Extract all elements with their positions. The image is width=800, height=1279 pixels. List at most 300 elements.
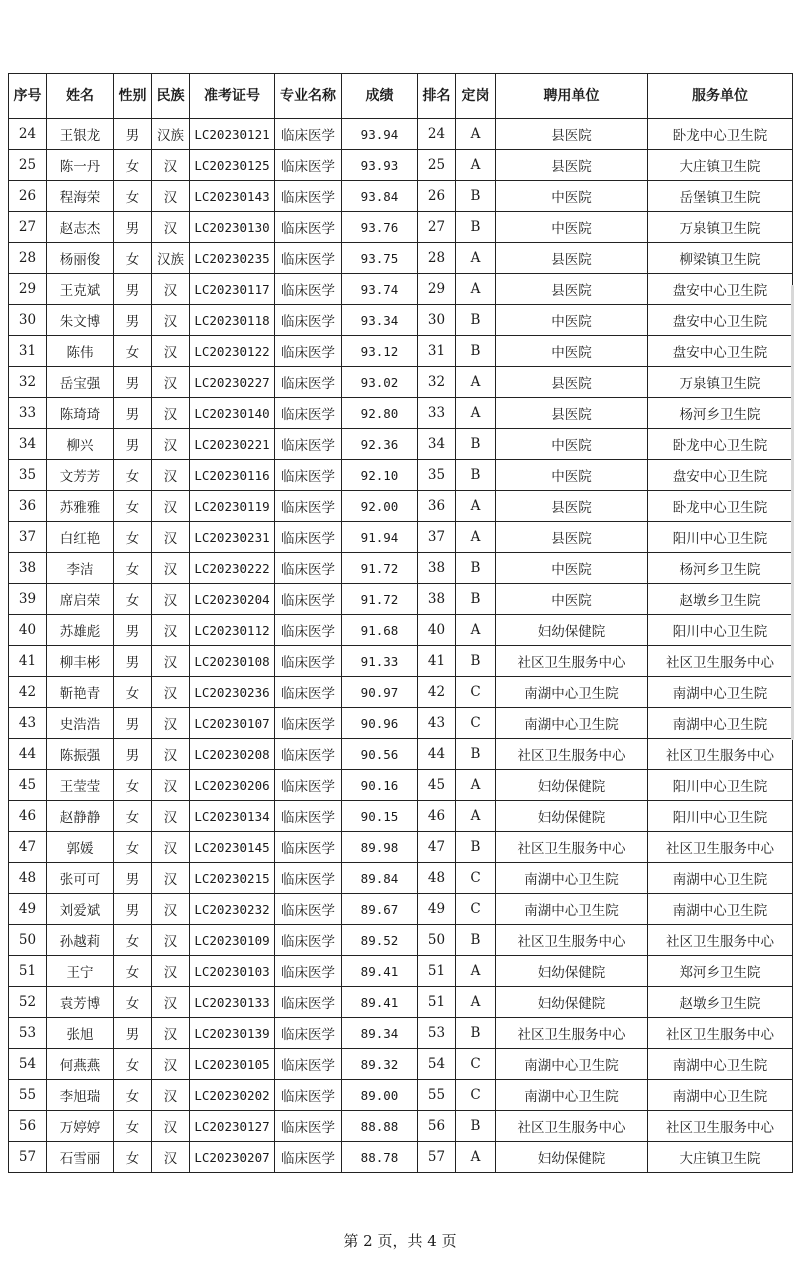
exam-id-cell: LC20230207: [190, 1142, 275, 1173]
service-unit-cell: 阳川中心卫生院: [648, 615, 793, 646]
gender-cell: 男: [114, 119, 152, 150]
score-cell: 92.00: [342, 491, 418, 522]
index-cell: 47: [9, 832, 47, 863]
gender-cell: 男: [114, 708, 152, 739]
rank-cell: 44: [418, 739, 456, 770]
employer-cell: 中医院: [496, 460, 648, 491]
rank-cell: 28: [418, 243, 456, 274]
ethnicity-cell: 汉: [152, 150, 190, 181]
score-cell: 89.32: [342, 1049, 418, 1080]
col-header-major: 专业名称: [275, 74, 342, 119]
index-cell: 42: [9, 677, 47, 708]
major-cell: 临床医学: [275, 677, 342, 708]
major-cell: 临床医学: [275, 243, 342, 274]
employer-cell: 南湖中心卫生院: [496, 863, 648, 894]
exam-id-cell: LC20230130: [190, 212, 275, 243]
ethnicity-cell: 汉: [152, 491, 190, 522]
exam-id-cell: LC20230105: [190, 1049, 275, 1080]
ethnicity-cell: 汉: [152, 615, 190, 646]
rank-cell: 34: [418, 429, 456, 460]
post-cell: B: [456, 305, 496, 336]
exam-id-cell: LC20230125: [190, 150, 275, 181]
ethnicity-cell: 汉: [152, 398, 190, 429]
gender-cell: 女: [114, 1080, 152, 1111]
name-cell: 文芳芳: [47, 460, 114, 491]
name-cell: 岳宝强: [47, 367, 114, 398]
gender-cell: 男: [114, 429, 152, 460]
score-cell: 93.75: [342, 243, 418, 274]
exam-id-cell: LC20230215: [190, 863, 275, 894]
service-unit-cell: 社区卫生服务中心: [648, 1111, 793, 1142]
table-row: [9, 460, 793, 491]
service-unit-cell: 阳川中心卫生院: [648, 522, 793, 553]
ethnicity-cell: 汉: [152, 274, 190, 305]
exam-id-cell: LC20230121: [190, 119, 275, 150]
post-cell: A: [456, 274, 496, 305]
employer-cell: 妇幼保健院: [496, 987, 648, 1018]
gender-cell: 女: [114, 770, 152, 801]
post-cell: B: [456, 181, 496, 212]
score-cell: 92.10: [342, 460, 418, 491]
rank-cell: 37: [418, 522, 456, 553]
table-body: [9, 119, 793, 1173]
exam-id-cell: LC20230133: [190, 987, 275, 1018]
post-cell: C: [456, 708, 496, 739]
gender-cell: 女: [114, 832, 152, 863]
post-cell: C: [456, 863, 496, 894]
name-cell: 李旭瑞: [47, 1080, 114, 1111]
ethnicity-cell: 汉: [152, 584, 190, 615]
service-unit-cell: 社区卫生服务中心: [648, 832, 793, 863]
table-row: [9, 1142, 793, 1173]
index-cell: 54: [9, 1049, 47, 1080]
index-cell: 55: [9, 1080, 47, 1111]
major-cell: 临床医学: [275, 708, 342, 739]
service-unit-cell: 卧龙中心卫生院: [648, 491, 793, 522]
employer-cell: 县医院: [496, 491, 648, 522]
name-cell: 赵静静: [47, 801, 114, 832]
table-row: [9, 801, 793, 832]
ethnicity-cell: 汉: [152, 739, 190, 770]
col-header-post: 定岗: [456, 74, 496, 119]
service-unit-cell: 盘安中心卫生院: [648, 274, 793, 305]
rank-cell: 24: [418, 119, 456, 150]
ethnicity-cell: 汉: [152, 832, 190, 863]
rank-cell: 54: [418, 1049, 456, 1080]
col-header-name: 姓名: [47, 74, 114, 119]
score-cell: 89.52: [342, 925, 418, 956]
score-cell: 89.34: [342, 1018, 418, 1049]
index-cell: 31: [9, 336, 47, 367]
major-cell: 临床医学: [275, 770, 342, 801]
employer-cell: 中医院: [496, 584, 648, 615]
exam-id-cell: LC20230231: [190, 522, 275, 553]
post-cell: B: [456, 739, 496, 770]
service-unit-cell: 阳川中心卫生院: [648, 770, 793, 801]
rank-cell: 56: [418, 1111, 456, 1142]
table-row: [9, 305, 793, 336]
rank-cell: 48: [418, 863, 456, 894]
employer-cell: 南湖中心卫生院: [496, 1049, 648, 1080]
col-header-ethnicity: 民族: [152, 74, 190, 119]
exam-id-cell: LC20230140: [190, 398, 275, 429]
rank-cell: 53: [418, 1018, 456, 1049]
name-cell: 靳艳青: [47, 677, 114, 708]
service-unit-cell: 万泉镇卫生院: [648, 367, 793, 398]
table-row: [9, 491, 793, 522]
index-cell: 24: [9, 119, 47, 150]
employer-cell: 县医院: [496, 274, 648, 305]
index-cell: 41: [9, 646, 47, 677]
score-cell: 90.15: [342, 801, 418, 832]
gender-cell: 女: [114, 956, 152, 987]
service-unit-cell: 杨河乡卫生院: [648, 398, 793, 429]
score-cell: 93.76: [342, 212, 418, 243]
score-cell: 89.41: [342, 956, 418, 987]
col-header-index: 序号: [9, 74, 47, 119]
col-header-employer: 聘用单位: [496, 74, 648, 119]
gender-cell: 男: [114, 398, 152, 429]
post-cell: A: [456, 615, 496, 646]
gender-cell: 男: [114, 367, 152, 398]
score-cell: 89.98: [342, 832, 418, 863]
exam-id-cell: LC20230143: [190, 181, 275, 212]
gender-cell: 女: [114, 1049, 152, 1080]
index-cell: 27: [9, 212, 47, 243]
rank-cell: 57: [418, 1142, 456, 1173]
major-cell: 临床医学: [275, 584, 342, 615]
exam-id-cell: LC20230145: [190, 832, 275, 863]
rank-cell: 30: [418, 305, 456, 336]
index-cell: 40: [9, 615, 47, 646]
table-row: [9, 646, 793, 677]
post-cell: A: [456, 522, 496, 553]
exam-id-cell: LC20230139: [190, 1018, 275, 1049]
table-row: [9, 1080, 793, 1111]
employer-cell: 社区卫生服务中心: [496, 1018, 648, 1049]
post-cell: B: [456, 429, 496, 460]
rank-cell: 29: [418, 274, 456, 305]
employer-cell: 县医院: [496, 119, 648, 150]
rank-cell: 42: [418, 677, 456, 708]
rank-cell: 55: [418, 1080, 456, 1111]
name-cell: 陈一丹: [47, 150, 114, 181]
post-cell: A: [456, 243, 496, 274]
service-unit-cell: 南湖中心卫生院: [648, 894, 793, 925]
employer-cell: 妇幼保健院: [496, 801, 648, 832]
score-cell: 93.02: [342, 367, 418, 398]
gender-cell: 男: [114, 739, 152, 770]
score-cell: 93.34: [342, 305, 418, 336]
rank-cell: 45: [418, 770, 456, 801]
index-cell: 56: [9, 1111, 47, 1142]
ethnicity-cell: 汉: [152, 677, 190, 708]
gender-cell: 男: [114, 305, 152, 336]
rank-cell: 50: [418, 925, 456, 956]
post-cell: B: [456, 460, 496, 491]
post-cell: A: [456, 367, 496, 398]
employer-cell: 南湖中心卫生院: [496, 1080, 648, 1111]
index-cell: 39: [9, 584, 47, 615]
rank-cell: 41: [418, 646, 456, 677]
gender-cell: 男: [114, 274, 152, 305]
index-cell: 36: [9, 491, 47, 522]
score-cell: 90.97: [342, 677, 418, 708]
exam-id-cell: LC20230232: [190, 894, 275, 925]
post-cell: C: [456, 894, 496, 925]
employer-cell: 中医院: [496, 212, 648, 243]
service-unit-cell: 柳梁镇卫生院: [648, 243, 793, 274]
name-cell: 席启荣: [47, 584, 114, 615]
index-cell: 37: [9, 522, 47, 553]
table-row: [9, 1111, 793, 1142]
post-cell: B: [456, 212, 496, 243]
score-cell: 91.72: [342, 553, 418, 584]
service-unit-cell: 南湖中心卫生院: [648, 1049, 793, 1080]
score-cell: 89.84: [342, 863, 418, 894]
major-cell: 临床医学: [275, 1080, 342, 1111]
name-cell: 张可可: [47, 863, 114, 894]
major-cell: 临床医学: [275, 987, 342, 1018]
post-cell: A: [456, 150, 496, 181]
index-cell: 25: [9, 150, 47, 181]
table-row: [9, 522, 793, 553]
exam-id-cell: LC20230112: [190, 615, 275, 646]
score-cell: 93.84: [342, 181, 418, 212]
table-row: [9, 367, 793, 398]
gender-cell: 女: [114, 150, 152, 181]
major-cell: 临床医学: [275, 739, 342, 770]
exam-id-cell: LC20230117: [190, 274, 275, 305]
name-cell: 白红艳: [47, 522, 114, 553]
exam-id-cell: LC20230227: [190, 367, 275, 398]
major-cell: 临床医学: [275, 956, 342, 987]
table-row: [9, 119, 793, 150]
major-cell: 临床医学: [275, 181, 342, 212]
name-cell: 袁芳博: [47, 987, 114, 1018]
index-cell: 33: [9, 398, 47, 429]
table-row: [9, 987, 793, 1018]
exam-id-cell: LC20230134: [190, 801, 275, 832]
exam-id-cell: LC20230236: [190, 677, 275, 708]
employer-cell: 社区卫生服务中心: [496, 646, 648, 677]
exam-id-cell: LC20230202: [190, 1080, 275, 1111]
post-cell: B: [456, 553, 496, 584]
name-cell: 王宁: [47, 956, 114, 987]
rank-cell: 33: [418, 398, 456, 429]
service-unit-cell: 盘安中心卫生院: [648, 305, 793, 336]
employer-cell: 中医院: [496, 336, 648, 367]
table-row: [9, 1018, 793, 1049]
index-cell: 53: [9, 1018, 47, 1049]
employer-cell: 妇幼保健院: [496, 615, 648, 646]
service-unit-cell: 盘安中心卫生院: [648, 460, 793, 491]
table-row: [9, 770, 793, 801]
post-cell: C: [456, 677, 496, 708]
table-row: [9, 181, 793, 212]
exam-id-cell: LC20230221: [190, 429, 275, 460]
ethnicity-cell: 汉: [152, 863, 190, 894]
table-row: [9, 212, 793, 243]
gender-cell: 女: [114, 491, 152, 522]
index-cell: 46: [9, 801, 47, 832]
service-unit-cell: 卧龙中心卫生院: [648, 429, 793, 460]
service-unit-cell: 南湖中心卫生院: [648, 863, 793, 894]
service-unit-cell: 大庄镇卫生院: [648, 150, 793, 181]
name-cell: 刘爱斌: [47, 894, 114, 925]
major-cell: 临床医学: [275, 1018, 342, 1049]
service-unit-cell: 卧龙中心卫生院: [648, 119, 793, 150]
score-cell: 93.74: [342, 274, 418, 305]
exam-id-cell: LC20230127: [190, 1111, 275, 1142]
major-cell: 临床医学: [275, 367, 342, 398]
employer-cell: 县医院: [496, 243, 648, 274]
name-cell: 陈振强: [47, 739, 114, 770]
exam-id-cell: LC20230107: [190, 708, 275, 739]
score-cell: 93.94: [342, 119, 418, 150]
index-cell: 35: [9, 460, 47, 491]
table-row: [9, 274, 793, 305]
employer-cell: 南湖中心卫生院: [496, 708, 648, 739]
ethnicity-cell: 汉: [152, 894, 190, 925]
gender-cell: 女: [114, 584, 152, 615]
rank-cell: 47: [418, 832, 456, 863]
gender-cell: 男: [114, 212, 152, 243]
post-cell: A: [456, 119, 496, 150]
index-cell: 34: [9, 429, 47, 460]
index-cell: 29: [9, 274, 47, 305]
service-unit-cell: 岳堡镇卫生院: [648, 181, 793, 212]
exam-id-cell: LC20230206: [190, 770, 275, 801]
vertical-scrollbar[interactable]: [791, 285, 794, 740]
rank-cell: 36: [418, 491, 456, 522]
exam-id-cell: LC20230109: [190, 925, 275, 956]
ethnicity-cell: 汉族: [152, 243, 190, 274]
major-cell: 临床医学: [275, 460, 342, 491]
ethnicity-cell: 汉: [152, 336, 190, 367]
col-header-exam-id: 准考证号: [190, 74, 275, 119]
index-cell: 38: [9, 553, 47, 584]
gender-cell: 女: [114, 460, 152, 491]
employer-cell: 妇幼保健院: [496, 1142, 648, 1173]
gender-cell: 女: [114, 1142, 152, 1173]
service-unit-cell: 社区卫生服务中心: [648, 739, 793, 770]
rank-cell: 31: [418, 336, 456, 367]
ethnicity-cell: 汉: [152, 925, 190, 956]
name-cell: 柳丰彬: [47, 646, 114, 677]
rank-cell: 27: [418, 212, 456, 243]
major-cell: 临床医学: [275, 398, 342, 429]
post-cell: C: [456, 1080, 496, 1111]
name-cell: 朱文博: [47, 305, 114, 336]
rank-cell: 43: [418, 708, 456, 739]
post-cell: B: [456, 1018, 496, 1049]
score-cell: 89.67: [342, 894, 418, 925]
exam-id-cell: LC20230116: [190, 460, 275, 491]
post-cell: B: [456, 646, 496, 677]
table-row: [9, 863, 793, 894]
page-number: 第 2 页，共 4 页: [343, 1232, 457, 1250]
exam-id-cell: LC20230108: [190, 646, 275, 677]
table-row: [9, 956, 793, 987]
employer-cell: 社区卫生服务中心: [496, 832, 648, 863]
exam-id-cell: LC20230118: [190, 305, 275, 336]
ethnicity-cell: 汉: [152, 1018, 190, 1049]
post-cell: A: [456, 987, 496, 1018]
rank-cell: 38: [418, 553, 456, 584]
service-unit-cell: 万泉镇卫生院: [648, 212, 793, 243]
score-cell: 90.16: [342, 770, 418, 801]
index-cell: 30: [9, 305, 47, 336]
rank-cell: 51: [418, 987, 456, 1018]
table-row: [9, 739, 793, 770]
score-table: [8, 73, 793, 1173]
score-cell: 91.94: [342, 522, 418, 553]
table-row: [9, 336, 793, 367]
major-cell: 临床医学: [275, 801, 342, 832]
name-cell: 柳兴: [47, 429, 114, 460]
service-unit-cell: 社区卫生服务中心: [648, 925, 793, 956]
major-cell: 临床医学: [275, 150, 342, 181]
rank-cell: 46: [418, 801, 456, 832]
exam-id-cell: LC20230119: [190, 491, 275, 522]
gender-cell: 女: [114, 925, 152, 956]
employer-cell: 南湖中心卫生院: [496, 677, 648, 708]
post-cell: B: [456, 832, 496, 863]
name-cell: 史浩浩: [47, 708, 114, 739]
score-cell: 88.88: [342, 1111, 418, 1142]
employer-cell: 县医院: [496, 150, 648, 181]
index-cell: 28: [9, 243, 47, 274]
table-header-row: [9, 74, 793, 119]
ethnicity-cell: 汉: [152, 181, 190, 212]
ethnicity-cell: 汉: [152, 770, 190, 801]
gender-cell: 女: [114, 801, 152, 832]
post-cell: B: [456, 584, 496, 615]
major-cell: 临床医学: [275, 925, 342, 956]
ethnicity-cell: 汉: [152, 801, 190, 832]
employer-cell: 中医院: [496, 553, 648, 584]
score-cell: 92.36: [342, 429, 418, 460]
col-header-score: 成绩: [342, 74, 418, 119]
major-cell: 临床医学: [275, 1142, 342, 1173]
col-header-gender: 性别: [114, 74, 152, 119]
table-row: [9, 150, 793, 181]
exam-id-cell: LC20230204: [190, 584, 275, 615]
major-cell: 临床医学: [275, 863, 342, 894]
major-cell: 临床医学: [275, 274, 342, 305]
exam-id-cell: LC20230235: [190, 243, 275, 274]
ethnicity-cell: 汉: [152, 1080, 190, 1111]
table-row: [9, 429, 793, 460]
service-unit-cell: 南湖中心卫生院: [648, 1080, 793, 1111]
ethnicity-cell: 汉族: [152, 119, 190, 150]
gender-cell: 男: [114, 615, 152, 646]
index-cell: 51: [9, 956, 47, 987]
post-cell: B: [456, 336, 496, 367]
post-cell: A: [456, 956, 496, 987]
col-header-service-unit: 服务单位: [648, 74, 793, 119]
major-cell: 临床医学: [275, 1049, 342, 1080]
score-cell: 89.41: [342, 987, 418, 1018]
table-row: [9, 553, 793, 584]
rank-cell: 49: [418, 894, 456, 925]
gender-cell: 女: [114, 336, 152, 367]
gender-cell: 女: [114, 553, 152, 584]
major-cell: 临床医学: [275, 305, 342, 336]
employer-cell: 中医院: [496, 181, 648, 212]
index-cell: 45: [9, 770, 47, 801]
